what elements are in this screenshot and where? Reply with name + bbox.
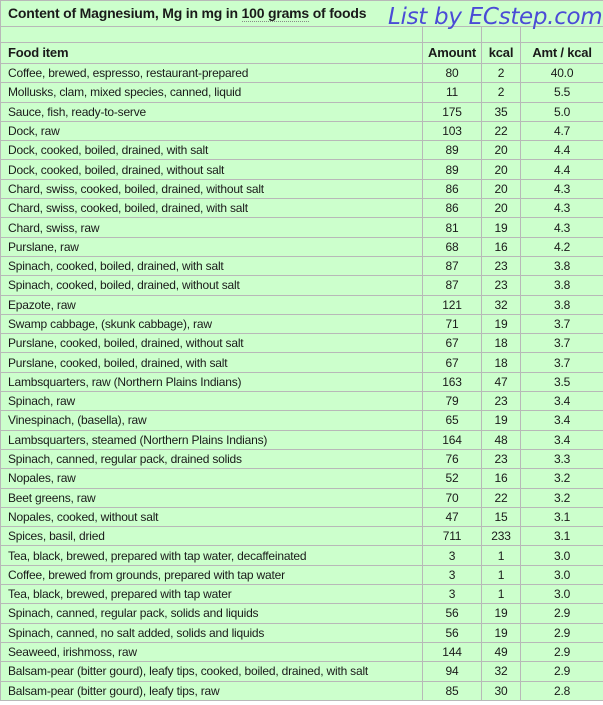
amount-cell: 89 bbox=[423, 141, 482, 160]
ratio-cell: 3.4 bbox=[521, 430, 603, 449]
food-cell: Spinach, canned, no salt added, solids and liquids bbox=[1, 623, 423, 642]
food-cell: Spinach, cooked, boiled, drained, with salt bbox=[1, 256, 423, 275]
table-row bbox=[1, 102, 603, 121]
kcal-cell: 1 bbox=[482, 546, 521, 565]
amount-cell: 3 bbox=[423, 546, 482, 565]
table-row bbox=[1, 681, 603, 700]
ratio-cell: 3.0 bbox=[521, 585, 603, 604]
ratio-cell: 3.8 bbox=[521, 295, 603, 314]
table-row bbox=[1, 527, 603, 546]
ratio-cell: 3.7 bbox=[521, 353, 603, 372]
table-row bbox=[1, 565, 603, 584]
amount-cell: 87 bbox=[423, 276, 482, 295]
ratio-cell: 4.3 bbox=[521, 179, 603, 198]
amount-cell: 47 bbox=[423, 507, 482, 526]
ratio-cell: 4.4 bbox=[521, 141, 603, 160]
amount-cell: 89 bbox=[423, 160, 482, 179]
ratio-cell: 4.4 bbox=[521, 160, 603, 179]
kcal-cell: 23 bbox=[482, 392, 521, 411]
kcal-cell: 16 bbox=[482, 237, 521, 256]
kcal-cell: 19 bbox=[482, 411, 521, 430]
amount-cell: 71 bbox=[423, 314, 482, 333]
food-cell: Chard, swiss, raw bbox=[1, 218, 423, 237]
kcal-cell: 32 bbox=[482, 662, 521, 681]
food-cell: Purslane, cooked, boiled, drained, without salt bbox=[1, 334, 423, 353]
ratio-cell: 3.0 bbox=[521, 565, 603, 584]
table-row bbox=[1, 507, 603, 526]
table-row bbox=[1, 64, 603, 83]
ratio-cell: 4.2 bbox=[521, 237, 603, 256]
kcal-cell: 19 bbox=[482, 604, 521, 623]
amount-cell: 711 bbox=[423, 527, 482, 546]
header-amount: Amount bbox=[423, 43, 482, 64]
ratio-cell: 3.7 bbox=[521, 334, 603, 353]
amount-cell: 121 bbox=[423, 295, 482, 314]
food-cell: Spinach, raw bbox=[1, 392, 423, 411]
table-row bbox=[1, 353, 603, 372]
amount-cell: 85 bbox=[423, 681, 482, 700]
kcal-cell: 48 bbox=[482, 430, 521, 449]
amount-cell: 68 bbox=[423, 237, 482, 256]
ratio-cell: 5.0 bbox=[521, 102, 603, 121]
ratio-cell: 3.1 bbox=[521, 527, 603, 546]
amount-cell: 81 bbox=[423, 218, 482, 237]
table-row bbox=[1, 642, 603, 661]
ratio-cell: 4.7 bbox=[521, 121, 603, 140]
food-cell: Chard, swiss, cooked, boiled, drained, without salt bbox=[1, 179, 423, 198]
table-row bbox=[1, 546, 603, 565]
kcal-cell: 49 bbox=[482, 642, 521, 661]
ratio-cell: 3.0 bbox=[521, 546, 603, 565]
kcal-cell: 19 bbox=[482, 314, 521, 333]
amount-cell: 52 bbox=[423, 469, 482, 488]
amount-cell: 67 bbox=[423, 334, 482, 353]
kcal-cell: 18 bbox=[482, 334, 521, 353]
amount-cell: 70 bbox=[423, 488, 482, 507]
header-kcal: kcal bbox=[482, 43, 521, 64]
table-row bbox=[1, 392, 603, 411]
table-row bbox=[1, 83, 603, 102]
kcal-cell: 20 bbox=[482, 199, 521, 218]
food-cell: Dock, raw bbox=[1, 121, 423, 140]
table-row bbox=[1, 585, 603, 604]
food-cell: Vinespinach, (basella), raw bbox=[1, 411, 423, 430]
kcal-cell: 23 bbox=[482, 256, 521, 275]
amount-cell: 76 bbox=[423, 449, 482, 468]
page-title: Content of Magnesium, Mg in mg in 100 grams of foods bbox=[1, 1, 603, 27]
kcal-cell: 18 bbox=[482, 353, 521, 372]
ratio-cell: 3.4 bbox=[521, 392, 603, 411]
food-cell: Dock, cooked, boiled, drained, with salt bbox=[1, 141, 423, 160]
food-cell: Spinach, canned, regular pack, solids and liquids bbox=[1, 604, 423, 623]
table-row bbox=[1, 276, 603, 295]
kcal-cell: 16 bbox=[482, 469, 521, 488]
kcal-cell: 1 bbox=[482, 565, 521, 584]
kcal-cell: 19 bbox=[482, 623, 521, 642]
table-row bbox=[1, 141, 603, 160]
food-cell: Nopales, raw bbox=[1, 469, 423, 488]
ratio-cell: 3.3 bbox=[521, 449, 603, 468]
ratio-cell: 3.2 bbox=[521, 488, 603, 507]
table-row bbox=[1, 430, 603, 449]
kcal-cell: 22 bbox=[482, 488, 521, 507]
table-row bbox=[1, 469, 603, 488]
food-cell: Purslane, cooked, boiled, drained, with salt bbox=[1, 353, 423, 372]
table-row bbox=[1, 179, 603, 198]
food-cell: Tea, black, brewed, prepared with tap water, decaffeinated bbox=[1, 546, 423, 565]
kcal-cell: 22 bbox=[482, 121, 521, 140]
food-cell: Spinach, cooked, boiled, drained, without salt bbox=[1, 276, 423, 295]
food-cell: Spices, basil, dried bbox=[1, 527, 423, 546]
table-row bbox=[1, 449, 603, 468]
table-row bbox=[1, 623, 603, 642]
amount-cell: 65 bbox=[423, 411, 482, 430]
kcal-cell: 23 bbox=[482, 449, 521, 468]
food-cell: Nopales, cooked, without salt bbox=[1, 507, 423, 526]
amount-cell: 3 bbox=[423, 585, 482, 604]
table-row bbox=[1, 121, 603, 140]
ratio-cell: 4.3 bbox=[521, 218, 603, 237]
kcal-cell: 23 bbox=[482, 276, 521, 295]
kcal-cell: 32 bbox=[482, 295, 521, 314]
food-cell: Purslane, raw bbox=[1, 237, 423, 256]
food-cell: Tea, black, brewed, prepared with tap water bbox=[1, 585, 423, 604]
amount-cell: 56 bbox=[423, 604, 482, 623]
amount-cell: 11 bbox=[423, 83, 482, 102]
ratio-cell: 2.9 bbox=[521, 623, 603, 642]
ratio-cell: 3.7 bbox=[521, 314, 603, 333]
header-amt-per-kcal: Amt / kcal bbox=[521, 43, 603, 64]
kcal-cell: 20 bbox=[482, 141, 521, 160]
table-row bbox=[1, 295, 603, 314]
kcal-cell: 1 bbox=[482, 585, 521, 604]
food-cell: Sauce, fish, ready-to-serve bbox=[1, 102, 423, 121]
amount-cell: 86 bbox=[423, 199, 482, 218]
ratio-cell: 40.0 bbox=[521, 64, 603, 83]
kcal-cell: 2 bbox=[482, 64, 521, 83]
title-underlined-term: 100 grams bbox=[241, 5, 309, 21]
food-cell: Coffee, brewed from grounds, prepared with tap water bbox=[1, 565, 423, 584]
table-row bbox=[1, 160, 603, 179]
table-row bbox=[1, 604, 603, 623]
table-row bbox=[1, 372, 603, 391]
food-cell: Lambsquarters, raw (Northern Plains Indians) bbox=[1, 372, 423, 391]
kcal-cell: 15 bbox=[482, 507, 521, 526]
table-row bbox=[1, 218, 603, 237]
amount-cell: 67 bbox=[423, 353, 482, 372]
food-cell: Balsam-pear (bitter gourd), leafy tips, raw bbox=[1, 681, 423, 700]
kcal-cell: 233 bbox=[482, 527, 521, 546]
ratio-cell: 3.8 bbox=[521, 276, 603, 295]
ratio-cell: 3.5 bbox=[521, 372, 603, 391]
kcal-cell: 19 bbox=[482, 218, 521, 237]
food-cell: Spinach, canned, regular pack, drained solids bbox=[1, 449, 423, 468]
amount-cell: 175 bbox=[423, 102, 482, 121]
kcal-cell: 35 bbox=[482, 102, 521, 121]
ratio-cell: 2.9 bbox=[521, 604, 603, 623]
ratio-cell: 4.3 bbox=[521, 199, 603, 218]
kcal-cell: 47 bbox=[482, 372, 521, 391]
table-row bbox=[1, 662, 603, 681]
amount-cell: 87 bbox=[423, 256, 482, 275]
ratio-cell: 3.4 bbox=[521, 411, 603, 430]
food-cell: Seaweed, irishmoss, raw bbox=[1, 642, 423, 661]
table-row bbox=[1, 488, 603, 507]
ratio-cell: 5.5 bbox=[521, 83, 603, 102]
amount-cell: 3 bbox=[423, 565, 482, 584]
kcal-cell: 20 bbox=[482, 160, 521, 179]
ratio-cell: 2.8 bbox=[521, 681, 603, 700]
ratio-cell: 2.9 bbox=[521, 662, 603, 681]
table-row bbox=[1, 256, 603, 275]
table-row bbox=[1, 411, 603, 430]
amount-cell: 56 bbox=[423, 623, 482, 642]
table-row bbox=[1, 314, 603, 333]
table-row bbox=[1, 334, 603, 353]
amount-cell: 86 bbox=[423, 179, 482, 198]
ratio-cell: 3.8 bbox=[521, 256, 603, 275]
amount-cell: 144 bbox=[423, 642, 482, 661]
food-cell: Lambsquarters, steamed (Northern Plains Indians) bbox=[1, 430, 423, 449]
amount-cell: 164 bbox=[423, 430, 482, 449]
kcal-cell: 30 bbox=[482, 681, 521, 700]
food-cell: Dock, cooked, boiled, drained, without salt bbox=[1, 160, 423, 179]
amount-cell: 163 bbox=[423, 372, 482, 391]
food-cell: Balsam-pear (bitter gourd), leafy tips, cooked, boiled, drained, with salt bbox=[1, 662, 423, 681]
table-row bbox=[1, 199, 603, 218]
food-cell: Coffee, brewed, espresso, restaurant-prepared bbox=[1, 64, 423, 83]
food-cell: Swamp cabbage, (skunk cabbage), raw bbox=[1, 314, 423, 333]
amount-cell: 103 bbox=[423, 121, 482, 140]
amount-cell: 94 bbox=[423, 662, 482, 681]
amount-cell: 79 bbox=[423, 392, 482, 411]
kcal-cell: 20 bbox=[482, 179, 521, 198]
header-food-item: Food item bbox=[1, 43, 423, 64]
ecstep-watermark: List by ECstep.com bbox=[388, 4, 603, 30]
kcal-cell: 2 bbox=[482, 83, 521, 102]
amount-cell: 80 bbox=[423, 64, 482, 83]
table-row bbox=[1, 237, 603, 256]
food-cell: Beet greens, raw bbox=[1, 488, 423, 507]
food-cell: Epazote, raw bbox=[1, 295, 423, 314]
header-row bbox=[1, 43, 603, 64]
ratio-cell: 2.9 bbox=[521, 642, 603, 661]
ratio-cell: 3.1 bbox=[521, 507, 603, 526]
food-cell: Mollusks, clam, mixed species, canned, liquid bbox=[1, 83, 423, 102]
food-cell: Chard, swiss, cooked, boiled, drained, with salt bbox=[1, 199, 423, 218]
ratio-cell: 3.2 bbox=[521, 469, 603, 488]
